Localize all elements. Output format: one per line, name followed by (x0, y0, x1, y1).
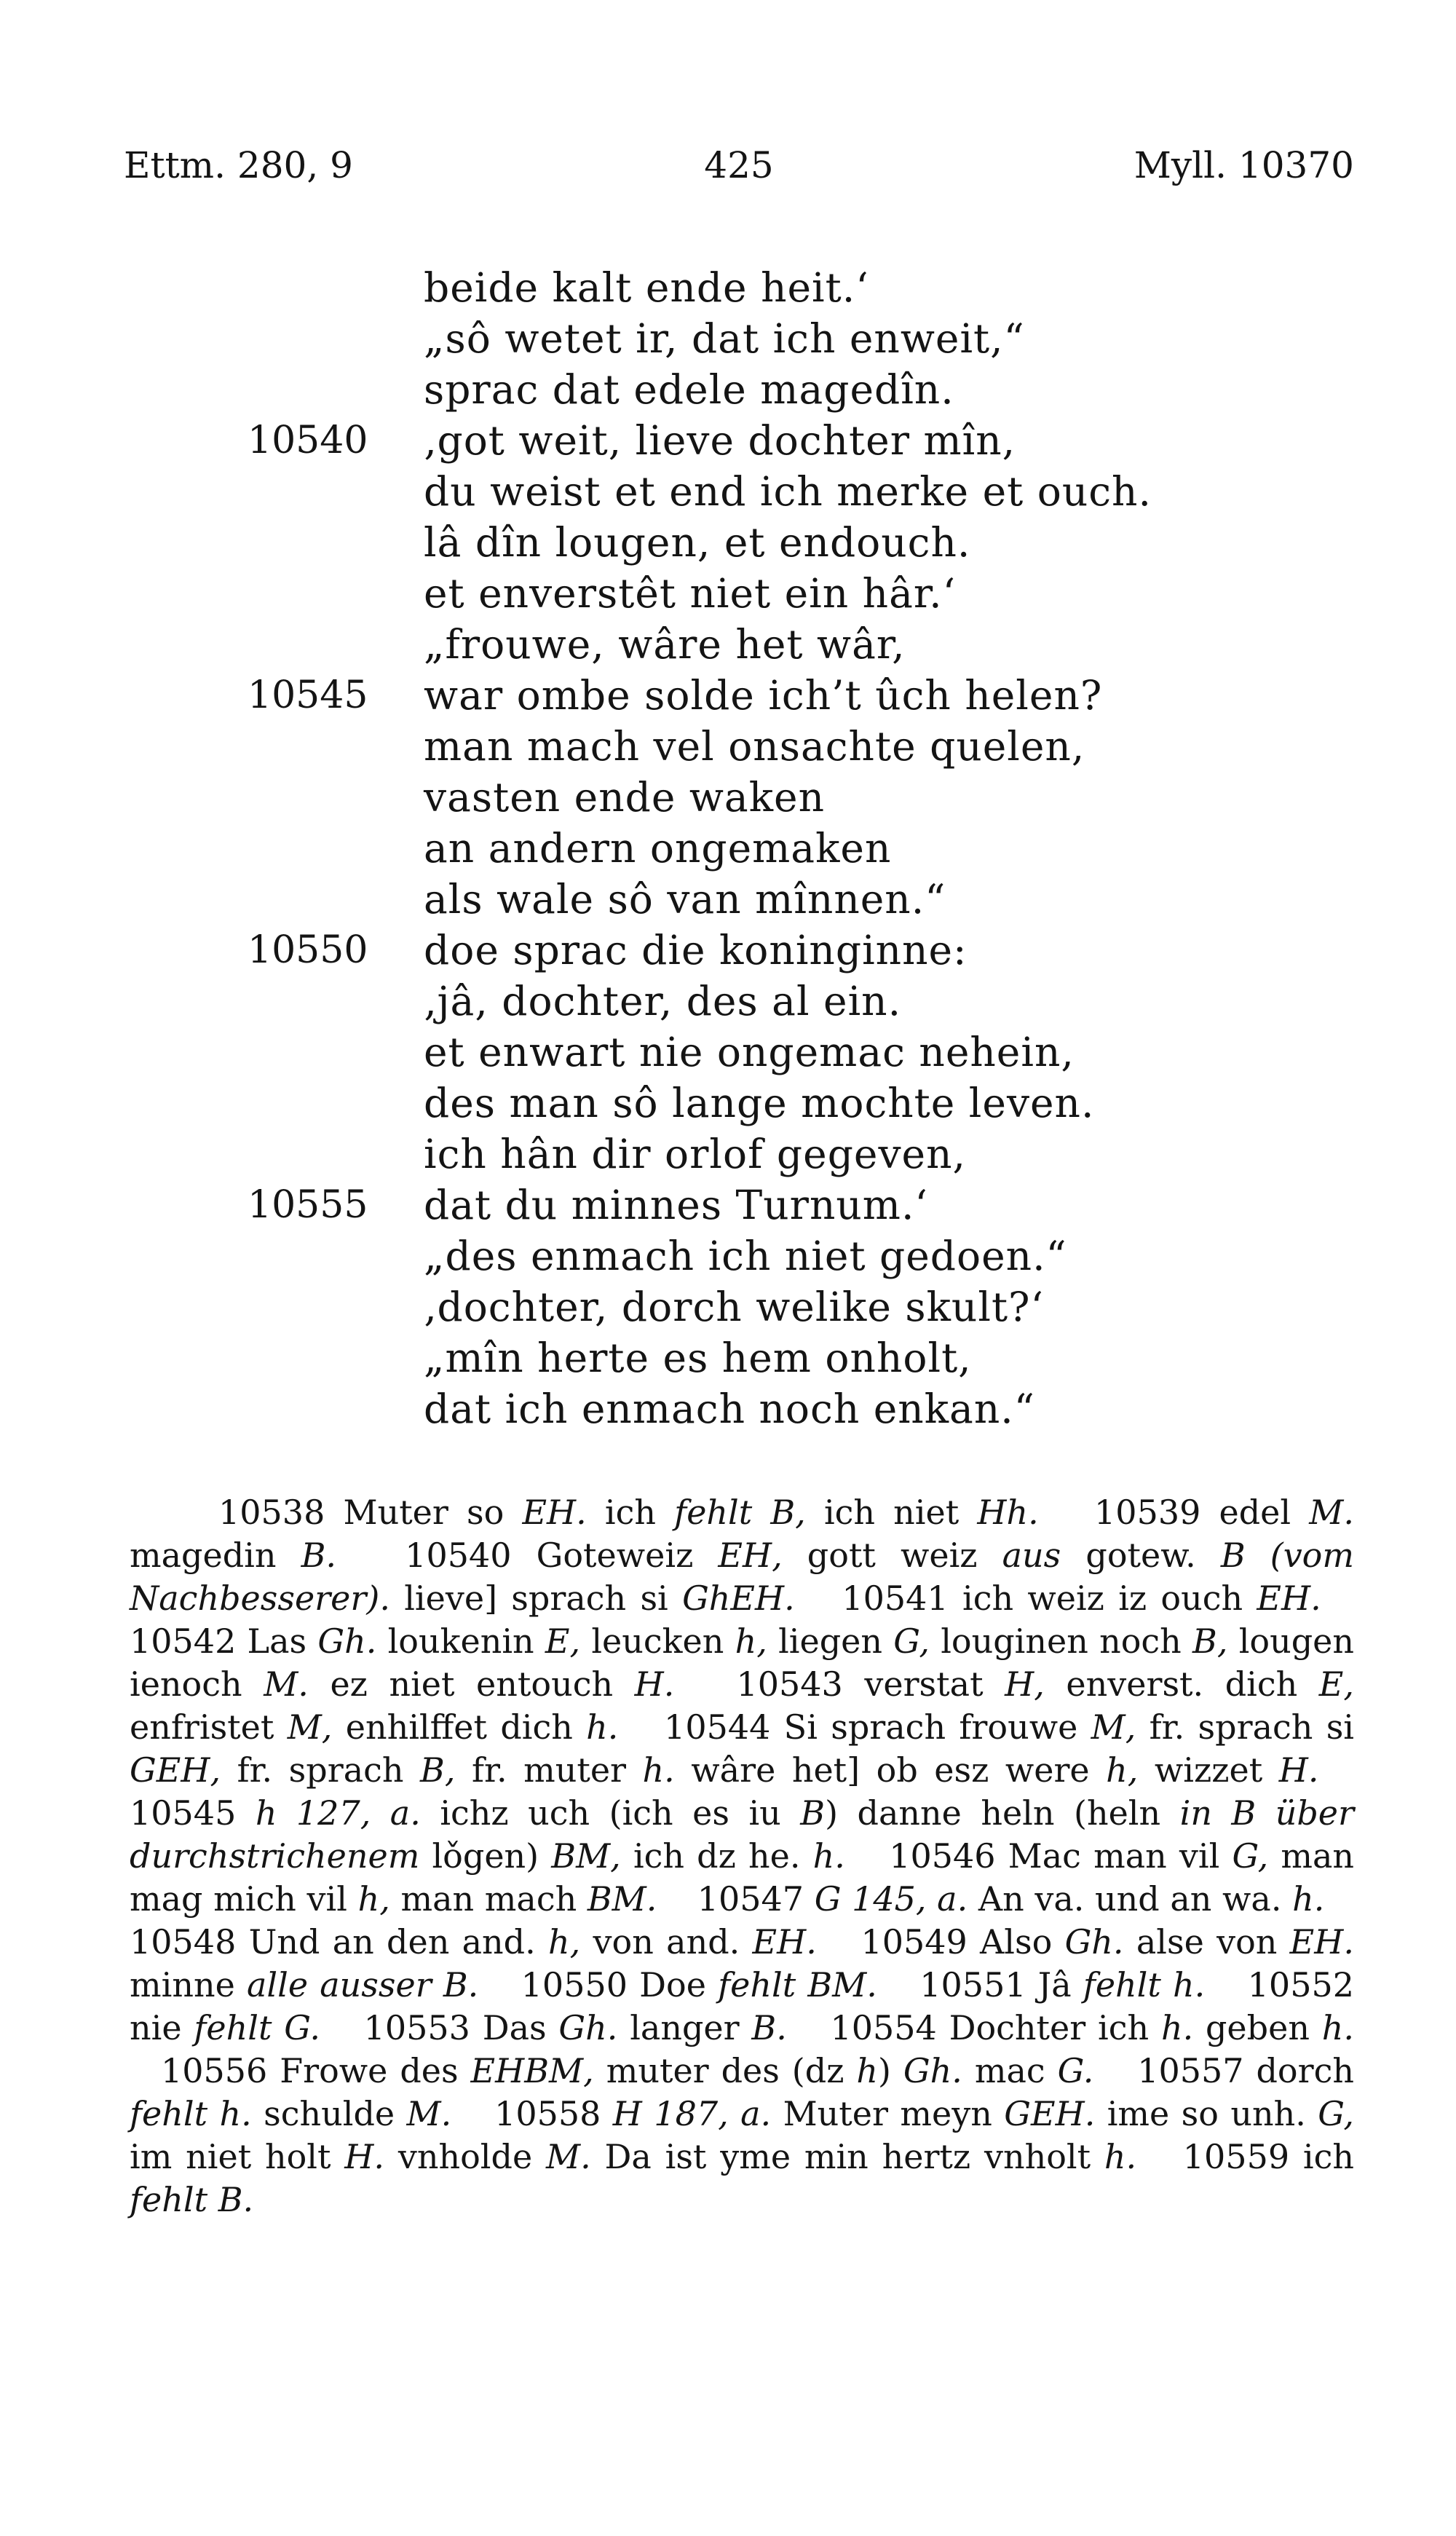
apparatus-siglum: alle ausser B. (246, 1965, 479, 2004)
apparatus-siglum: fehlt h. (1083, 1965, 1206, 2004)
apparatus-siglum: h. (1160, 2008, 1194, 2047)
apparatus-text: 10558 (494, 2094, 613, 2133)
verse-line (0, 1027, 1456, 1078)
apparatus-text: An va. und an wa. (968, 1879, 1293, 1919)
apparatus-text: ich (586, 1493, 675, 1532)
verse-block (0, 262, 1456, 1434)
apparatus-text: von and. (580, 1922, 753, 1962)
apparatus-siglum: H. (634, 1664, 675, 1704)
verse-line (0, 1332, 1456, 1383)
apparatus-text: ich niet (805, 1493, 978, 1532)
line-number: 10540 (248, 419, 368, 462)
apparatus-siglum: BM. (587, 1879, 657, 1919)
apparatus-siglum: B. (301, 1536, 337, 1575)
apparatus-siglum: M. (406, 2094, 452, 2133)
apparatus-siglum: EH. (1257, 1579, 1321, 1618)
verse-text: ‚dochter, dorch welike skult?‘ (424, 1284, 1045, 1330)
apparatus-entry (521, 1965, 877, 2004)
verse-text: man mach vel onsachte quelen, (424, 723, 1085, 770)
verse-text: sprac dat edele magedîn. (424, 366, 954, 413)
apparatus-siglum: H 187, a. (612, 2094, 772, 2133)
apparatus-text: 10539 edel (1094, 1493, 1310, 1532)
apparatus-siglum: h. (586, 1707, 619, 1747)
apparatus-siglum: h. (812, 1836, 845, 1876)
apparatus-entry (697, 1879, 1325, 1919)
verse-text: ‚jâ, dochter, des al ein. (424, 978, 902, 1024)
apparatus-text: 10543 verstat (736, 1664, 1005, 1704)
apparatus-siglum: BM, (551, 1836, 621, 1876)
apparatus-text: wizzet (1138, 1750, 1279, 1790)
apparatus-text: schulde (251, 2094, 407, 2133)
apparatus-text: liegen (767, 1621, 894, 1661)
apparatus-siglum: B. (751, 2008, 787, 2047)
apparatus-siglum: fehlt BM. (718, 1965, 877, 2004)
verse-line (0, 772, 1456, 823)
apparatus-siglum: G. (1057, 2051, 1094, 2090)
running-head-left: Ettm. 280, 9 (124, 144, 353, 186)
verse-line (0, 262, 1456, 313)
verse-text: doe sprac die koninginne: (424, 927, 968, 973)
apparatus-siglum: M, (287, 1707, 333, 1747)
apparatus-text: ) (878, 2051, 903, 2090)
verse-line (0, 1078, 1456, 1129)
apparatus-text: ) danne heln (heln (825, 1793, 1180, 1833)
apparatus-text: 10542 Las (130, 1621, 318, 1661)
verse-line (0, 466, 1456, 517)
apparatus-siglum: B, (420, 1750, 456, 1790)
apparatus-siglum: fehlt G. (194, 2008, 320, 2047)
verse-line (0, 670, 1456, 721)
apparatus-text: 10559 ich (1182, 2137, 1354, 2176)
running-head-right: Myll. 10370 (1133, 144, 1354, 186)
verse-line (0, 976, 1456, 1027)
apparatus-siglum: Gh. (317, 1621, 377, 1661)
verse-text: du weist et end ich merke et ouch. (424, 468, 1152, 515)
verse-text: „sô wetet ir, dat ich enweit,“ (424, 315, 1025, 362)
apparatus-text: 10551 Jâ (919, 1965, 1083, 2004)
apparatus-text: 10544 Si sprach frouwe (664, 1707, 1091, 1747)
apparatus-text: enhilffet dich (332, 1707, 587, 1747)
verse-text: dat du minnes Turnum.‘ (424, 1182, 928, 1228)
apparatus-text: 10554 Dochter ich (830, 2008, 1161, 2047)
verse-line (0, 1129, 1456, 1180)
apparatus-siglum: EH. (1289, 1922, 1354, 1962)
verse-line (0, 619, 1456, 670)
apparatus-text: loukenin (376, 1621, 545, 1661)
apparatus-siglum: h. (1104, 2137, 1137, 2176)
apparatus-text: man mach (389, 1879, 587, 1919)
apparatus-text: Da ist yme min hertz vnholt (590, 2137, 1104, 2176)
apparatus-entry (130, 1922, 817, 1962)
apparatus-text: lǒgen) (419, 1836, 552, 1876)
apparatus-text: ichz uch (ich es iu (420, 1793, 801, 1833)
apparatus-siglum: h. (1321, 2008, 1354, 2047)
apparatus-text: 10540 Goteweiz (405, 1536, 719, 1575)
verse-line (0, 721, 1456, 772)
apparatus-siglum: h, (357, 1879, 390, 1919)
apparatus-text: im niet holt (130, 2137, 345, 2176)
verse-text: ‚got weit, lieve dochter mîn, (424, 417, 1016, 464)
verse-text: vasten ende waken (424, 774, 826, 821)
verse-text: ich hân dir orlof gegeven, (424, 1131, 966, 1177)
verse-text: et enwart nie ongemac nehein, (424, 1029, 1075, 1075)
apparatus-siglum: M. (1309, 1493, 1354, 1532)
apparatus-siglum: h. (1292, 1879, 1325, 1919)
verse-line (0, 568, 1456, 619)
verse-line (0, 1383, 1456, 1434)
apparatus-text: 10548 Und an den and. (130, 1922, 549, 1962)
apparatus-siglum: G 145, a. (814, 1879, 968, 1919)
apparatus-entry (842, 1579, 1321, 1618)
verse-text: „frouwe, wâre het wâr, (424, 621, 906, 668)
apparatus-siglum: Gh. (903, 2051, 962, 2090)
apparatus-siglum: H. (344, 2137, 385, 2176)
apparatus-text: 10546 Mac man vil (889, 1836, 1233, 1876)
apparatus-text: louginen noch (929, 1621, 1193, 1661)
apparatus-paragraph (130, 1491, 1354, 2221)
apparatus-text: 10553 Das (363, 2008, 559, 2047)
apparatus-text: fr. sprach (221, 1750, 421, 1790)
apparatus-text: leucken (580, 1621, 735, 1661)
apparatus-siglum: aus (1002, 1536, 1061, 1575)
verse-text: als wale sô van mînnen.“ (424, 876, 946, 923)
apparatus-text: minne (130, 1965, 247, 2004)
apparatus-siglum: EHBM, (470, 2051, 594, 2090)
apparatus-siglum: B (vom Nachbesserer). (130, 1536, 1354, 1618)
apparatus-entry (919, 1965, 1205, 2004)
apparatus-siglum: in B über durchstrichenem (130, 1793, 1354, 1876)
verse-line (0, 1231, 1456, 1281)
apparatus-siglum: EH, (718, 1536, 783, 1575)
apparatus-siglum: M, (1091, 1707, 1136, 1747)
verse-text: lâ dîn lougen, et endouch. (424, 519, 971, 566)
apparatus-text: ich dz he. (620, 1836, 813, 1876)
apparatus-siglum: M. (545, 2137, 591, 2176)
apparatus-text: enfristet (130, 1707, 288, 1747)
apparatus-entry (161, 2051, 1093, 2090)
line-number: 10550 (248, 928, 368, 972)
apparatus-siglum: h. (642, 1750, 675, 1790)
apparatus-siglum: E, (1318, 1664, 1354, 1704)
line-number: 10555 (248, 1183, 368, 1227)
verse-line (0, 1180, 1456, 1231)
apparatus-text: 10552 nie (130, 1965, 1354, 2047)
apparatus-text: 10545 (130, 1793, 256, 1833)
apparatus-siglum: H. (1278, 1750, 1319, 1790)
apparatus-siglum: M. (264, 1664, 309, 1704)
apparatus-entry (364, 2008, 787, 2047)
apparatus-text: lougen ienoch (130, 1621, 1355, 1704)
apparatus-siglum: h, (548, 1922, 581, 1962)
apparatus-text: 10541 ich weiz iz ouch (842, 1579, 1257, 1618)
apparatus-text: gott weiz (782, 1536, 1002, 1575)
apparatus-siglum: fehlt B. (130, 2180, 254, 2219)
apparatus-text: ime so unh. (1095, 2094, 1318, 2133)
apparatus-text: ez niet entouch (308, 1664, 635, 1704)
apparatus-text: lieve] sprach si (389, 1579, 683, 1618)
apparatus-text: 10557 dorch (1137, 2051, 1354, 2090)
verse-text: war ombe solde ich’t ûch helen? (424, 672, 1103, 719)
verse-text: et enverstêt niet ein hâr.‘ (424, 570, 957, 617)
verse-line (0, 874, 1456, 925)
apparatus-text: 10549 Also (860, 1922, 1065, 1962)
page-number: 425 (704, 144, 774, 186)
apparatus-siglum: B, (1192, 1621, 1228, 1661)
apparatus-siglum: EH. (752, 1922, 817, 1962)
critical-apparatus (130, 1491, 1354, 2221)
apparatus-siglum: Gh. (558, 2008, 618, 2047)
apparatus-text: gotew. (1061, 1536, 1221, 1575)
apparatus-siglum: B (800, 1793, 826, 1833)
apparatus-text: enverst. dich (1044, 1664, 1319, 1704)
apparatus-siglum: h, (1106, 1750, 1139, 1790)
apparatus-siglum: G, (1232, 1836, 1269, 1876)
apparatus-siglum: E, (545, 1621, 581, 1661)
apparatus-siglum: G, (1318, 2094, 1355, 2133)
apparatus-siglum: h, (735, 1621, 767, 1661)
apparatus-text: magedin (130, 1536, 301, 1575)
verse-text: dat ich enmach noch enkan.“ (424, 1386, 1035, 1432)
apparatus-text: langer (617, 2008, 752, 2047)
apparatus-entry (830, 2008, 1354, 2047)
verse-line (0, 823, 1456, 874)
apparatus-siglum: h (856, 2051, 879, 2090)
verse-line (0, 925, 1456, 976)
verse-line (0, 1281, 1456, 1332)
apparatus-text: vnholde (384, 2137, 546, 2176)
apparatus-siglum: Gh. (1064, 1922, 1124, 1962)
apparatus-siglum: H, (1005, 1664, 1045, 1704)
apparatus-siglum: GEH, (130, 1750, 221, 1790)
apparatus-text: fr. sprach si (1136, 1707, 1355, 1747)
apparatus-text: 10538 Muter so (218, 1493, 523, 1532)
verse-text: an andern ongemaken (424, 825, 892, 872)
apparatus-text: wâre het] ob esz were (674, 1750, 1107, 1790)
apparatus-text: alse von (1123, 1922, 1290, 1962)
verse-text: des man sô lange mochte leven. (424, 1080, 1095, 1126)
apparatus-text: geben (1193, 2008, 1322, 2047)
verse-line (0, 313, 1456, 364)
apparatus-text: fr. muter (455, 1750, 643, 1790)
apparatus-siglum: GEH. (1004, 2094, 1096, 2133)
apparatus-text: 10556 Frowe des (160, 2051, 471, 2090)
apparatus-siglum: GhEH. (682, 1579, 795, 1618)
apparatus-siglum: G, (893, 1621, 930, 1661)
apparatus-text: man mag mich vil (130, 1836, 1355, 1919)
apparatus-siglum: fehlt h. (130, 2094, 252, 2133)
apparatus-text: mac (962, 2051, 1058, 2090)
verse-text: „des enmach ich niet gedoen.“ (424, 1233, 1067, 1279)
line-number: 10545 (248, 673, 368, 717)
page-header (124, 144, 1354, 195)
apparatus-text: Muter meyn (771, 2094, 1005, 2133)
verse-line (0, 415, 1456, 466)
apparatus-text: 10550 Doe (521, 1965, 719, 2004)
apparatus-text: 10547 (697, 1879, 815, 1919)
verse-line (0, 517, 1456, 568)
verse-line (0, 364, 1456, 415)
verse-text: beide kalt ende heit.‘ (424, 264, 869, 311)
apparatus-entry (218, 1493, 1039, 1532)
apparatus-text: muter des (dz (593, 2051, 857, 2090)
verse-text: „mîn herte es hem onholt, (424, 1335, 972, 1381)
apparatus-siglum: EH. (522, 1493, 587, 1532)
apparatus-siglum: fehlt B, (674, 1493, 806, 1532)
apparatus-siglum: Hh. (977, 1493, 1039, 1532)
apparatus-siglum: h 127, a. (255, 1793, 421, 1833)
